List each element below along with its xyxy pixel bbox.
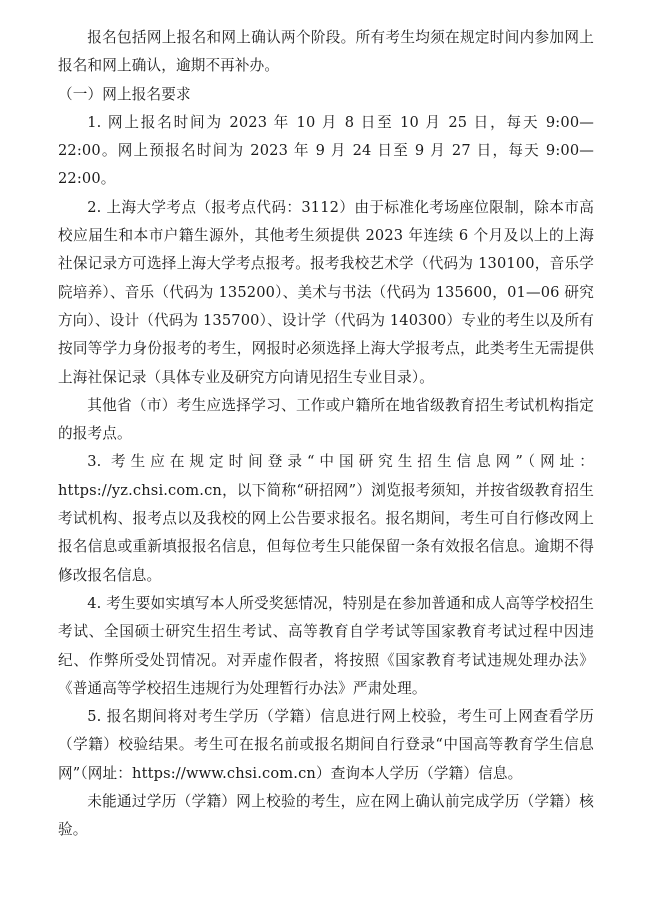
item-3-paragraph: 3. 考生应在规定时间登录“中国研究生招生信息网”（网址：https://yz.chsi.com.cn，以下简称“研招网”）浏览报考须知，并按省级教育招生考试机构、报考点以及我校的网上公告要求报名。报名期间，考生可自行修改网上报名信息或重新填报报名信息，但每位考生只能保留一条有效报名信息。逾期不得修改报名信息。 [58,453,594,584]
item-1-paragraph: 1. 网上报名时间为 2023 年 10 月 8 日至 10 月 25 日，每天 9:00—22:00。网上预报名时间为 2023 年 9 月 24 日至 9 月 27 日，每天 9:00—22:00。 [58,113,594,188]
item-5-paragraph: 5. 报名期间将对考生学历（学籍）信息进行网上校验，考生可上网查看学历（学籍）校验结果。考生可在报名前或报名期间自行登录“中国高等教育学生信息网”（网址：https://www.chsi.com.cn）查询本人学历（学籍）信息。 [58,708,594,782]
item-5-note-paragraph: 未能通过学历（学籍）网上校验的考生，应在网上确认前完成学历（学籍）核验。 [58,793,594,839]
document-body [58,24,594,845]
item-4-paragraph: 4. 考生要如实填写本人所受奖惩情况，特别是在参加普通和成人高等学校招生考试、全国硕士研究生招生考试、高等教育自学考试等国家教育考试过程中因违纪、作弊所受处罚情况。对弄虚作假者，将按照《国家教育考试违规处理办法》《普通高等学校招生违规行为处理暂行办法》严肃处理。 [58,594,594,697]
intro-paragraph: 报名包括网上报名和网上确认两个阶段。所有考生均须在规定时间内参加网上报名和网上确认，逾期不再补办。 [58,29,594,75]
item-2-note-paragraph: 其他省（市）考生应选择学习、工作或户籍所在地省级教育招生考试机构指定的报考点。 [58,396,594,443]
section-heading: （一）网上报名要求 [58,85,191,103]
item-2-paragraph: 2. 上海大学考点（报考点代码：3112）由于标准化考场座位限制，除本市高校应届生和本市户籍生源外，其他考生须提供 2023 年连续 6 个月及以上的上海社保记录方可选择上海大学考点报考。报考我校艺术学（代码为 130100，音乐学院培养）、音乐（代码为 135200）、美术与书法（代码为 135600，01—06 研究方向）、设计（代码为 135700）、设计学（代码为 140300）专业的考生以及所有按同等学力身份报考的考生，网报时必须选择上海大学报考点，此类考生无需提供上海社保记录（具体专业及研究方向请见招生专业目录）。 [58,198,594,386]
